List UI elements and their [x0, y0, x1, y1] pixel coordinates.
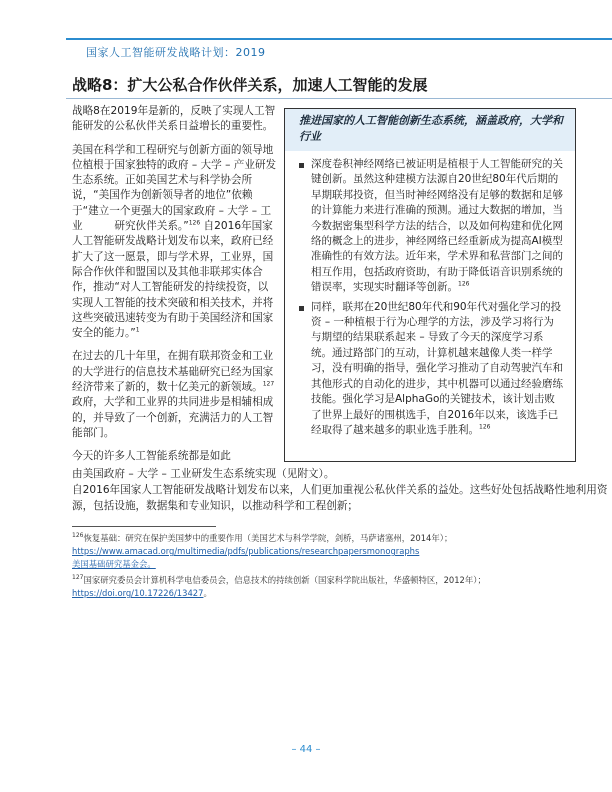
running-header: 国家人工智能研发战略计划：2019: [86, 46, 266, 59]
footnote-ref: 126: [479, 423, 491, 431]
footnote-126: [72, 532, 552, 571]
history-text-a: 在过去的几十年里，在拥有联邦资金和工业的大学进行的信息技术基础研究已经为国家经济带来了新的，数十亿美元的新领域。: [72, 350, 274, 394]
footnote-tail: 。: [203, 588, 212, 598]
history-paragraph: [72, 349, 278, 441]
continuation-line: 由美国政府 – 大学 – 工业研发生态系统实现（见附文）。: [72, 468, 335, 480]
history-text-b: 政府，大学和工业界的共同进步是相辅相成的，并导致了一个创新，充满活力的人工智能部门。: [72, 396, 274, 439]
footnote-link[interactable]: https://www.amacad.org/multimedia/pdfs/publications/researchpapersmonographs: [72, 546, 420, 556]
ecosystem-text-b: 自2016年国家人工智能研发战略计划发布以来，政府已经扩大了这一愿景，即与学术界，工业界，国际合作伙伴和盟国以及其他非联邦实体合作，推动“对人工智能研发的持续投资，以实现人工智能的技术突破和相关技术，并将这些突破迅速转变为有助于美国经济和国家安全的能力。”: [72, 220, 274, 340]
bullet-text: 深度卷积神经网络已被证明是植根于人工智能研究的关键创新。虽然这种建模方法源自20世纪80年代后期的早期联邦投资，但当时神经网络没有足够的数据和足够的计算能力来进行准确的预测。通过大数据的增加，当今数据密集型科学方法的结合，以及如何构建和优化网络的概念上的进步，神经网络已经重新成为提高AI模型准确性的有效方法。近年来，学术界和私营部门之间的相互作用，包括政府资助，有助于降低语音识别系统的错误率，实现实时翻译等创新。: [311, 158, 563, 294]
page-number: – 44 –: [291, 744, 321, 755]
header-rule: [66, 38, 612, 40]
footnote-divider: [72, 526, 216, 527]
left-column: [72, 104, 278, 465]
section-title: 战略8：扩大公私合作伙伴关系，加速人工智能的发展: [72, 76, 428, 94]
footnote-link[interactable]: https://doi.org/10.17226/13427: [72, 588, 204, 598]
footnote-text: 国家研究委员会计算机科学电信委员会，信息技术的持续创新（国家科学院出版社，华盛顿特区，2012年）；: [83, 575, 486, 585]
ecosystem-paragraph: [72, 143, 278, 342]
footnote-ref: 127: [262, 380, 275, 388]
intro-paragraph: 战略8在2019年是新的，反映了实现人工智能研发的公私伙伴关系日益增长的重要性。: [72, 105, 276, 133]
footnote-ref: 1: [135, 326, 140, 334]
full-width-text: [72, 466, 612, 514]
footnote-number: 127: [72, 574, 84, 582]
list-item: [297, 157, 563, 296]
sidebar-box-title: 推进国家的人工智能创新生态系统，涵盖政府，大学和行业: [285, 109, 575, 151]
list-item: [297, 300, 563, 439]
today-paragraph: 今天的许多人工智能系统都是如此: [72, 450, 231, 463]
ecosystem-text-a: 美国在科学和工程研究与创新方面的领导地位植根于国家独特的政府 – 大学 – 产业研发生态系统。正如美国艺术与科学协会所说，“美国作为创新领导者的地位”依赖于“建立一个更强大的国家政府 – 大学 – 工业 研究伙伴关系。”: [72, 143, 277, 233]
footnote-tail[interactable]: 美国基础研究基金会。: [72, 559, 156, 569]
footnote-ref: 126: [458, 280, 470, 288]
sidebar-box-body: [285, 151, 575, 438]
sidebar-box: [284, 108, 576, 462]
footnote-ref: 126: [188, 219, 201, 227]
footnote-127: [72, 574, 552, 600]
footnotes: [72, 532, 552, 603]
title-divider: [66, 98, 612, 99]
partnership-paragraph: 自2016年国家人工智能研发战略计划发布以来，人们更加重视公私伙伴关系的益处。这些好处包括战略性地利用资源，包括设施，数据集和专业知识，以推动科学和工程创新；: [72, 484, 608, 512]
footnote-number: 126: [72, 532, 84, 540]
footnote-text: 恢复基础：研究在保护美国梦中的重要作用（美国艺术与科学学院，剑桥，马萨诸塞州，2014年）；: [83, 533, 453, 543]
bullet-text: 同样，联邦在20世纪80年代和90年代对强化学习的投资 – 一种植根于行为心理学的方法，涉及学习将行为与期望的结果联系起来 – 导致了今天的深度学习系统。通过路部门的互动，计算机越来越像人类一样学习，没有明确的指导，强化学习推动了自动驾驶汽车和其他形式的自动化的进步，其中机器可以通过经验磨练技能。强化学习是AlphaGo的关键技术，该计划击败了世界上最好的围棋选手，自2016年以来，该选手已经取得了越来越多的职业选手胜利。: [311, 300, 563, 436]
